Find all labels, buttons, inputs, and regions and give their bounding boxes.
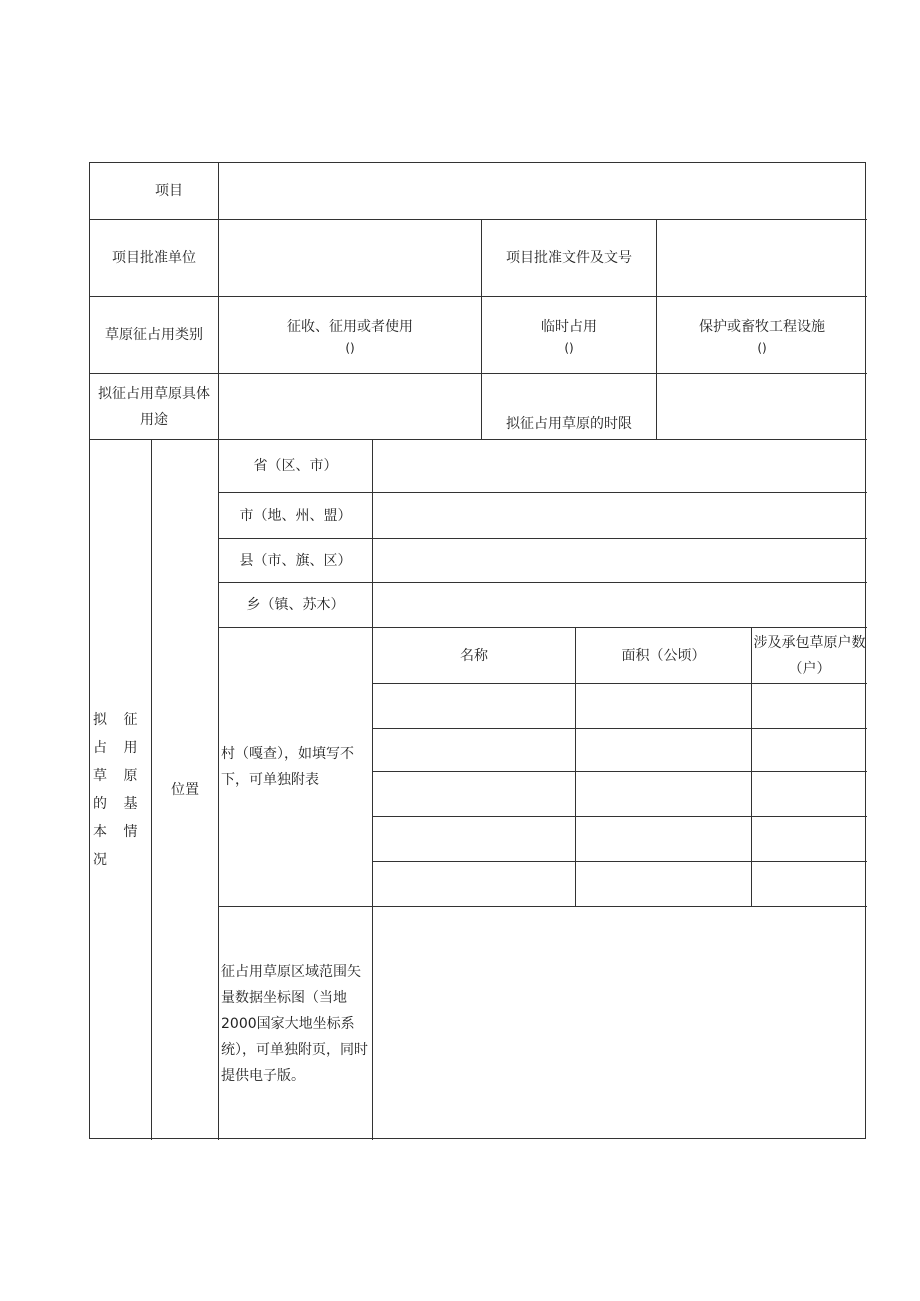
approval-unit-field[interactable] <box>219 220 482 297</box>
village-row-name-cell[interactable] <box>373 684 576 729</box>
category-option-checkbox[interactable]: () <box>757 341 767 355</box>
township-field[interactable] <box>373 583 867 628</box>
village-row-area-cell[interactable] <box>576 772 752 817</box>
project-label <box>90 163 219 220</box>
header-area-text: 面积（公顷） <box>621 647 706 664</box>
category-option-text: 征收、征用或者使用 <box>287 319 413 335</box>
province-label-text: 省（区、市） <box>253 458 338 474</box>
village-row-name-cell[interactable] <box>373 772 576 817</box>
position-label <box>152 440 219 1140</box>
county-label-text: 县（市、旗、区） <box>239 552 352 569</box>
village-row-area-cell[interactable] <box>576 684 752 729</box>
use-purpose-label <box>90 374 219 440</box>
category-label-text: 草原征占用类别 <box>105 327 203 343</box>
category-option-requisition[interactable] <box>219 297 482 374</box>
approval-doc-field[interactable] <box>657 220 867 297</box>
header-households-text: 涉及承包草原户数（户） <box>753 634 866 677</box>
approval-unit-label <box>90 220 219 297</box>
township-label <box>219 583 373 628</box>
category-option-text: 保护或畜牧工程设施 <box>699 319 825 335</box>
position-label-text: 位置 <box>171 782 199 798</box>
village-label <box>219 628 373 907</box>
village-row-households-cell[interactable] <box>752 772 867 817</box>
time-limit-label-text: 拟征占用草原的时限 <box>506 416 632 432</box>
coords-field[interactable] <box>373 907 867 1140</box>
basic-info-section-text: 拟 征 占 用 草 原 的 基 本 情况 <box>93 712 144 868</box>
grassland-requisition-form <box>89 162 866 1139</box>
village-row-area-cell[interactable] <box>576 862 752 907</box>
use-purpose-field[interactable] <box>219 374 482 440</box>
village-table-header-households <box>752 628 867 684</box>
village-table-header-name <box>373 628 576 684</box>
project-value-field[interactable] <box>219 163 867 220</box>
approval-doc-label-text: 项目批准文件及文号 <box>506 250 632 266</box>
coords-label <box>219 907 373 1140</box>
village-row-name-cell[interactable] <box>373 817 576 862</box>
approval-doc-label <box>482 220 657 297</box>
city-label <box>219 493 373 539</box>
village-row-households-cell[interactable] <box>752 817 867 862</box>
coords-label-text: 征占用草原区域范围矢量数据坐标图（当地2000国家大地坐标系统），可单独附页，同时提供电子版。 <box>221 963 368 1084</box>
category-option-checkbox[interactable]: () <box>345 341 355 355</box>
village-row-area-cell[interactable] <box>576 729 752 772</box>
province-field[interactable] <box>373 440 867 493</box>
category-option-temporary[interactable] <box>482 297 657 374</box>
village-label-text: 村（嘎查），如填写不下，可单独附表 <box>221 746 354 788</box>
county-field[interactable] <box>373 539 867 583</box>
use-purpose-label-line2: 用途 <box>140 411 168 428</box>
city-field[interactable] <box>373 493 867 539</box>
township-label-text: 乡（镇、苏木） <box>246 597 345 613</box>
time-limit-field[interactable] <box>657 374 867 440</box>
basic-info-section-label <box>90 440 152 1140</box>
village-table-header-area <box>576 628 752 684</box>
city-label-text: 市（地、州、盟） <box>239 507 352 524</box>
village-row-area-cell[interactable] <box>576 817 752 862</box>
village-row-households-cell[interactable] <box>752 862 867 907</box>
project-label-text: 项目 <box>155 183 183 199</box>
village-row-name-cell[interactable] <box>373 862 576 907</box>
time-limit-label <box>482 374 657 440</box>
village-row-name-cell[interactable] <box>373 729 576 772</box>
province-label <box>219 440 373 493</box>
approval-unit-label-text: 项目批准单位 <box>112 250 196 266</box>
use-purpose-label-line1: 拟征占用草原具体 <box>98 385 210 402</box>
county-label <box>219 539 373 583</box>
category-option-text: 临时占用 <box>541 319 597 335</box>
village-row-households-cell[interactable] <box>752 684 867 729</box>
category-label <box>90 297 219 374</box>
category-option-facility[interactable] <box>657 297 867 374</box>
category-option-checkbox[interactable]: () <box>564 341 574 355</box>
header-name-text: 名称 <box>460 647 488 664</box>
village-row-households-cell[interactable] <box>752 729 867 772</box>
